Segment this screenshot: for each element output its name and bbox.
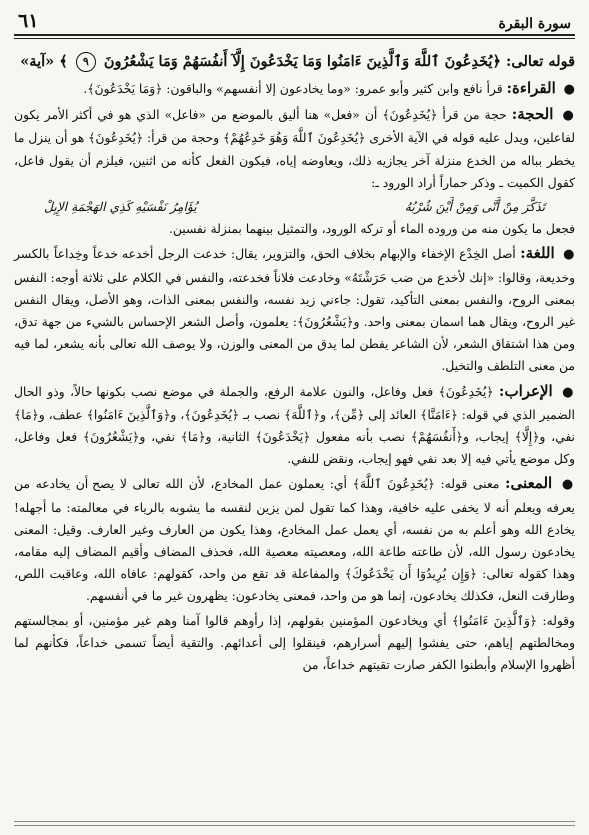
bullet-icon: ● [562, 108, 575, 124]
irab-heading: الإعراب: [498, 381, 553, 400]
lugha-line: زيد نفسه، والنفس بمعنى الذات، وهو الأصل، ويقال النفس غير الروح، ويقال هما اسمان [14, 292, 575, 330]
verse-intro: قوله تعالى: [506, 53, 575, 70]
maana-line: يشوبه بالرياء في معالمته: ما أجهله! يخادع الله وهو أعلم به من نفسه، أي يعمل عمل المخادع، [14, 500, 575, 537]
verse-paragraph [14, 49, 575, 75]
hujja-heading: الحجة: [511, 105, 554, 124]
bullet-icon: ● [563, 247, 575, 263]
final-line: وقوله: ﴿وَٱلَّذِينَ ءَامَنُوا﴾ أي ويخادعون المؤمنين بقولهم، إذا رأوهم قالوا آمنا وهم غير [134, 613, 575, 628]
verse-label: ﴾ «آية» [20, 53, 68, 70]
ayah-number-mark: ٩ [76, 52, 96, 72]
lugha-line: لما فيه من معنى التلطف والتخيل. [14, 337, 575, 374]
page-header [14, 8, 575, 36]
maana-line: وهذا يكون من العارف وغير العارف. وقيل: المعنى يخادعون رسول الله، لأن طاعته طاعة الله، [14, 522, 575, 560]
maana-line: يصح أن يخادعه من يعرفه ويعلم أنه لا يخفى عليه خافية، وهذا كما تقول لمن يزين لنفسه ما [14, 477, 575, 515]
qiraa-text: قرأ نافع وابن كثير وأبو عمرو: «وما يخادعون إلا أنفسهم» والباقون: ﴿وَمَا يَخْدَعُونَ﴾. [83, 82, 503, 96]
lugha-line: أخدعه خدعاً وخِداعاً بالكسر وخديعة، وقالوا: «إنك لأخدع من ضب حَرَشْتَهُ» وخادعت فلاناً فخدعته، [14, 247, 575, 285]
hujja-section [14, 103, 575, 194]
final-paragraph [14, 610, 575, 677]
irab-section [14, 380, 575, 471]
hujja-line: الفعل كأنه من اثنين، فيلزم أن يقول فاعل، كقول الكميت ـ وذكر حماراً أراد الورود ـ: [14, 153, 575, 190]
footer-divider [14, 821, 575, 826]
book-page [14, 8, 575, 830]
maana-section [14, 472, 575, 607]
lugha-line: بمعنى واحد. و﴿يَشْعُرُونَ﴾: يعلمون، وأصل الشعر الإحساس بالشيء من جهة تدق، ومن هذا [14, 315, 575, 352]
poem-verse [14, 196, 575, 218]
final-line: والتقية أيضاً تسمى خداعاً، فكأنهم لما أظهروا الإسلام وأبطنوا الكفر صارت تقيتهم خداعاً، من [14, 635, 575, 673]
surah-title: سورة البقرة [498, 16, 571, 32]
qiraa-heading: القراءة: [506, 79, 556, 97]
lugha-line: أصل الخِدْع الإخفاء والإبهام بخلاف الحق، والتزوير، يقال: خدعت الرجل [157, 247, 516, 262]
hujja-line: حجة من قرأ ﴿يُخَدِعُونَ﴾ أن «فعل» هنا أليق بالموضع من «فاعل» الذي هو في [97, 108, 507, 123]
page-body [14, 49, 575, 676]
lugha-heading: اللغة: [520, 244, 555, 263]
maana-line: ومعصيته معصية الله، فحذف المضاف وأقيم المضاف إليه مقامه، وهذا كقوله تعالى: ﴿وَإِن يُرِيدُوٓا [14, 545, 576, 582]
maana-line: فكذلك يخادعون، إنما هو من واحد، فمعنى يخادعون: يظهرون غير ما في أنفسهم. [85, 589, 494, 604]
maana-line: أَن يَخْدَعُوكَ﴾ والمفاعلة قد تقع من واحد، كقولهم: عافاه الله، وعاقبت اللص، وطارقت النعل، [14, 567, 575, 604]
hujja-after: فجعل ما يكون منه من وروده الماء أو تركه الورود، والتمثيل بينهما بمنزلة نفسين. [168, 222, 575, 237]
poem-second-hemistich: يُؤَامِرُ نَفْسَيْهِ كَذِي الهَجْمَةِ الإِبِلْ [44, 200, 197, 215]
maana-heading: المعنى: [505, 474, 553, 493]
qiraa-section [14, 77, 575, 101]
page-number: ٦١ [18, 10, 39, 32]
irab-line: فهو إيجاب، ونقض للنفي. [287, 452, 414, 467]
poem-first-hemistich: تَذَكَّرَ مِنْ أَنَّى وَمِنْ أَيْنَ شُرْبُهُ [404, 200, 545, 215]
bullet-icon: ● [562, 384, 575, 400]
hujja-line: قرأ: ﴿يُخَدِعُونَ﴾ هو أن ينزل ما يخطر بباله من الخدع منزلة آخر يجازيه ذلك، ويعاوضه إياه، فيكون [14, 131, 575, 168]
header-divider [14, 38, 575, 39]
bullet-icon: ● [563, 82, 575, 97]
hujja-line: أكثر الأمر يكون لفاعلين، ويدل عليه قوله في الآية الأخرى ﴿يُخَدِعُونَ ٱللَّهَ وَهُوَ خَدِعُهُمْ﴾ وحجة من [14, 108, 575, 146]
irab-line: ﴿يَخْدَعُونَ﴾ الثانية، و﴿مَا﴾ نفي، و﴿يَشْعُرُونَ﴾ فعل وفاعل، وكل موضع يأتي فيه إلا بعد نفي [14, 430, 575, 467]
irab-line: ﴿يُخَدِعُونَ﴾، و﴿وَٱلَّذِينَ ءَامَنُوا﴾ عطف، و﴿مَا﴾ نفي، و﴿إِلَّا﴾ إيجاب، و﴿أَنفُسَهُمْ﴾ نصب بأنه مفعول [14, 407, 575, 445]
lugha-line: اشتقاق الشعر، لأن الشاعر يفطن لما يدق من المعنى والوزن، ولا يوصف الله تعالى بأنه يشعر، [52, 337, 529, 352]
irab-line: بكونها حالاً، وذو الحال الضمير الذي في قوله: ﴿ءَامَنَّا﴾ العائد إلى ﴿مِّن﴾، و﴿ٱللَّهَ﴾ نصب بـ [14, 384, 575, 422]
lugha-line: والنفس في الكلام على ثلاثة أوجه: النفس بمعنى الروح، والنفس بمعنى التأكيد، تقول: جاءني [14, 270, 575, 307]
lugha-section [14, 242, 575, 377]
irab-line: ﴿يُخَدِعُونَ﴾ فعل وفاعل، والنون علامة الرفع، والجملة في موضع نصب [131, 384, 494, 399]
final-line: مؤمنين، أو بمجالستهم ومخالطتهم إياهم، حتى يفشوا إليهم أسرارهم، فينقلوا إلى أعدائهم. [14, 613, 575, 650]
maana-line: معنى قوله: ﴿يُخَدِعُونَ ٱللَّهَ﴾ أي: يعملون عمل المخادع، لأن الله تعالى لا [119, 477, 500, 492]
bullet-icon: ● [561, 477, 575, 493]
verse-text: ﴿يُخَدِعُونَ ٱللَّهَ وَٱلَّذِينَ ءَامَنُوا وَمَا يَخْدَعُونَ إِلَّآ أَنفُسَهُمْ وَمَا يَشْعُرُونَ [103, 53, 501, 70]
